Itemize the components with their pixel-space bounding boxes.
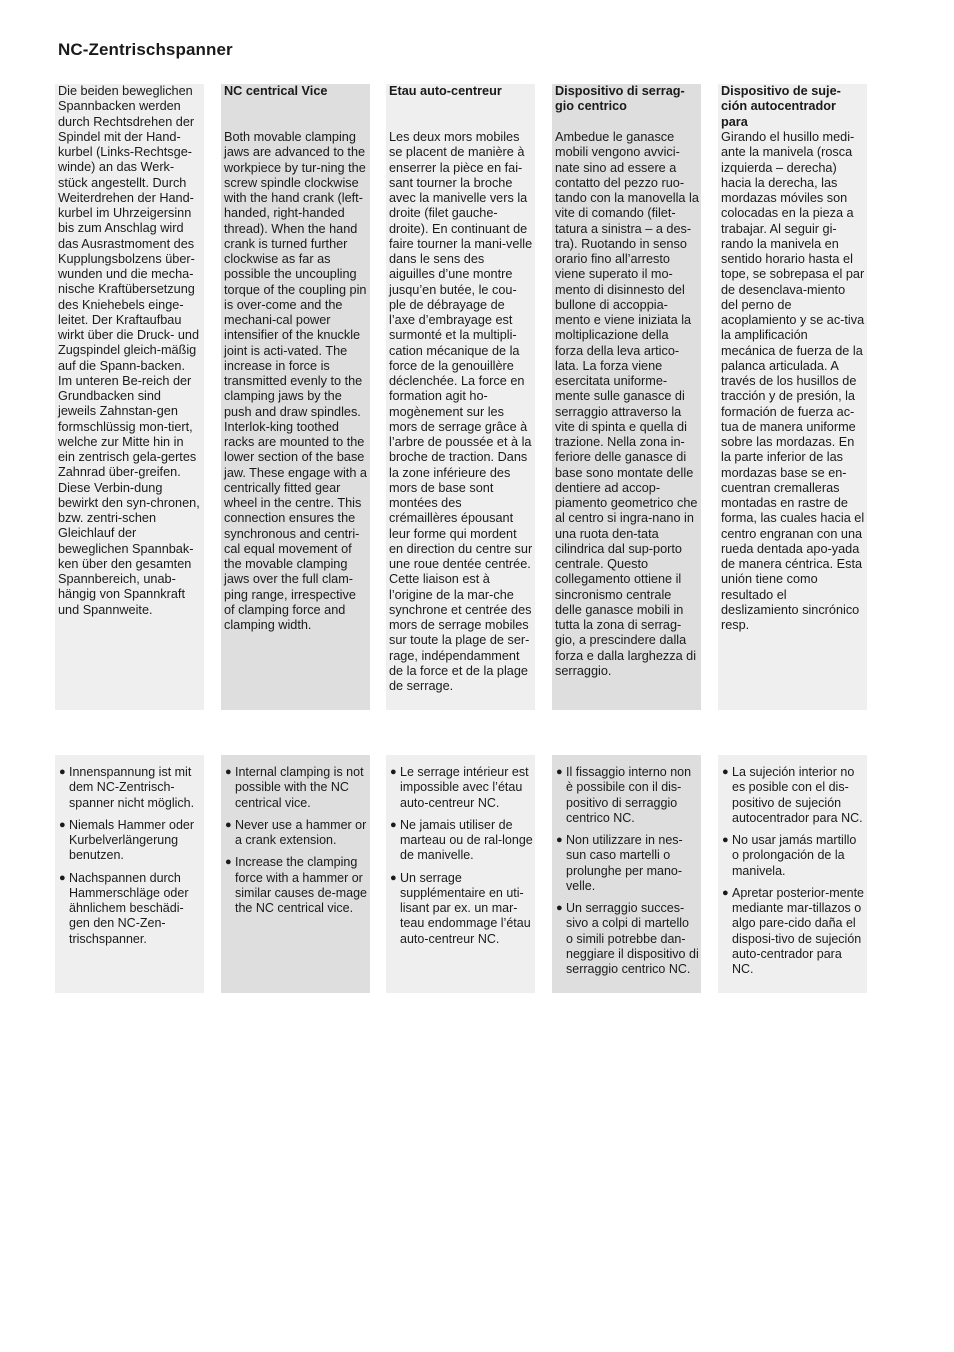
bullet-icon: ● [390,871,397,884]
warning-item: ● Innenspannung ist mit dem NC-Zentrisch-spanner nicht möglich. [59,765,195,810]
french-warnings-column [386,755,535,993]
warning-item: ● Il fissaggio interno non è possibile con il dis-positivo di serraggio centrico NC. [556,765,692,825]
english-warnings-column [221,755,370,993]
bullet-icon: ● [59,766,66,778]
italian-description-column [552,84,701,710]
bullet-icon: ● [390,818,397,831]
warning-item: ● Ne jamais utiliser de marteau ou de ral-longe de manivelle. [390,817,533,863]
italian-warning-list [555,765,699,977]
warning-item: ● Non utilizzare in nes-sun caso martelli o prolunghe per mano-velle. [556,833,683,893]
bullet-icon: ● [722,834,729,846]
italian-description: Ambedue le ganasce mobili vengono avvici-nate sino ad essere a contatto del pezzo ruo-tando con la manovella la vite di comando (filet-tatura a sinistra – a des-tra). Ruotando in senso orario fino all’arresto viene superato il mo-mento di disinnesto del bullone di accoppia-mento e viene iniziata la moltiplicazione della forza della leva artico-lata. La forza viene esercitata uniforme-mente sulle ganasce di serraggio attraverso la vite di spinta e quella di trazione. Nella zona in-feriore delle ganasce di base sono montate delle dentiere ad accop-piamento geometrico che al centro si ingra-nano in una ruota den-tata cilindrica dal sup-porto centrale. Questo collegamento ottiene il sincronismo centrale delle ganasce mobili in tutta la zona di serrag-gio, a prescindere dalla forza e dalla larghezza di serraggio. [555,130,699,678]
italian-warnings-column [552,755,701,993]
bullet-icon: ● [722,766,729,778]
english-description: Both movable clamping jaws are advanced to the workpiece by tur-ning the screw spindle clockwise with the hand crank (left-handed, right-handed thread). When the hand crank is turned further clockwise as far as possible the uncoupling torque of the coupling pin is over-come and the mechani-cal power intensifier of the knuckle joint is acti-vated. The increase in force is transmitted evenly to the clamping jaws by the push and draw spindles. Interlok-king toothed racks are mounted to the lower section of the base jaw. These engage with a centrically fitted gear wheel in the centre. This connection ensures the synchronous and centri-cal equal movement of the movable clamping jaws over the full clam-ping range, irrespective of clamping force and clamping width. [224,130,367,632]
warning-item: ● No usar jamás martillo o prolongación de la manivela. [722,833,857,878]
english-warning-list [224,765,368,916]
page-title: NC-Zentrischspanner [58,40,233,59]
french-heading: Etau auto-centreur [389,84,502,98]
bullet-icon: ● [59,871,66,884]
warning-item: ● Apretar posterior-mente mediante mar-tillazos o algo pare-cido daña el disposi-tivo de sujeción auto-centrador para NC. [722,885,865,976]
french-description: Les deux mors mobiles se placent de manière à enserrer la pièce en fai-sant tourner la broche avec la manivelle vers la droite (filet gauche-droite). En continuant de faire tourner la mani-velle dans le sens des aiguilles d’une montre jusqu’en butée, le cou-ple de débrayage de l’axe d’embrayage est surmonté et la multipli-cation mécanique de la force de la genouillère déclenchée. La force en formation agit ho-mogènement sur les mors de serrage grâce à l’arbre de poussée et à la broche de traction. Dans la zone inférieure des mors de base sont montées des crémaillères épousant leur forme qui mordent en direction du centre sur une roue dentée centrée. Cette liaison est à l’origine de la mar-che synchrone et centrée des mors de serrage mobiles sur toute la plage de ser-rage, indépendamment de la force et de la plage de serrage. [389,130,533,693]
french-description-column [386,84,535,710]
bullet-icon: ● [556,834,563,846]
warning-item: ● Niemals Hammer oder Kurbelverlängerung benutzen. [59,817,195,863]
warning-item: ● Un serrage supplémentaire en uti-lisant par ex. un mar-teau endommage l’étau auto-centreur NC. [390,870,531,946]
spanish-description-column [718,84,867,710]
warning-item: ● La sujeción interior no es posible con el dis-positivo de sujeción autocentrador para NC. [722,765,863,825]
english-description-column [221,84,370,710]
german-description: Die beiden beweglichen Spannbacken werden durch Rechtsdrehen der Spindel mit der Hand-kurbel (Links-Rechtsge-winde) an das Werk-stück angestellt. Durch Weiterdrehen der Hand-kurbel im Uhrzeigersinn bis zum Anschlag wird das Ausrastmoment des Kupplungsbolzens über-wunden und die mecha-nische Kraftübersetzung des Kniehebels einge-leitet. Der Kraftaufbau wirkt über die Druck- und Zugspindel gleich-mäßig auf die Spann-backen. Im unteren Be-reich der Grundbacken sind jeweils Zahnstan-gen formschlüssig mon-tiert, welche zur Mitte hin in ein zentrisch gela-gertes Zahnrad über-greifen. Diese Verbin-dung bewirkt den syn-chronen, bzw. zentri-schen Gleichlauf der beweglichen Spannbak-ken über den gesamten Spannbereich, unab-hängig von Spannkraft und Spannweite. [58,84,200,617]
german-description-column [55,84,204,710]
german-warning-list [58,765,202,947]
german-warnings-column [55,755,204,993]
bullet-icon: ● [225,856,232,869]
spanish-heading: Dispositivo de suje-ción autocentrador para [721,84,841,129]
bullet-icon: ● [556,902,563,914]
warning-item: ● Un serraggio succes-sivo a colpi di martello o simili potrebbe dan-neggiare il dispositivo di serraggio centrico NC. [556,901,699,976]
warning-item: ● Le serrage intérieur est impossible avec l’étau auto-centreur NC. [390,765,529,810]
bullet-icon: ● [225,766,232,778]
spanish-description: Girando el husillo medi-ante la manivela (rosca izquierda – derecha) hacia la derecha, las mordazas móviles son colocadas en la pieza a trabajar. Al seguir gi-rando la manivela en sentido horario hasta el tope, se sobrepasa el par de desenclava-miento del perno de acoplamiento y se ac-tiva la amplificación mecánica de fuerza de la palanca articulada. A través de los husillos de tracción y de presión, la formación de fuerza ac-tua de manera uniforme sobre las mordazas. En la parte inferior de las mordazas base se en-cuentran cremalleras montadas en rastre de forma, las cuales hacia el centro engranan con una rueda dentada apo-yada de manera céntrica. Esta unión tiene como resultado el deslizamiento sincrónico resp. [721,130,865,632]
spanish-warning-list [721,765,865,977]
french-warning-list [389,765,533,947]
english-heading: NC centrical Vice [224,84,328,98]
warning-item: ● Nachspannen durch Hammerschläge oder ähnlichem beschädi-gen den NC-Zen-trischspanner. [59,870,189,946]
bullet-icon: ● [390,766,397,778]
spanish-warnings-column [718,755,867,993]
bullet-icon: ● [225,818,232,831]
bullet-icon: ● [722,886,729,899]
italian-heading: Dispositivo di serrag-gio centrico [555,84,685,114]
bullet-icon: ● [59,818,66,831]
warning-item: ● Never use a hammer or a crank extension. [225,817,367,847]
warning-item: ● Increase the clamping force with a hammer or similar causes de-mage the NC centrical vice. [225,855,367,915]
bullet-icon: ● [556,766,563,778]
warning-item: ● Internal clamping is not possible with the NC centrical vice. [225,765,364,810]
